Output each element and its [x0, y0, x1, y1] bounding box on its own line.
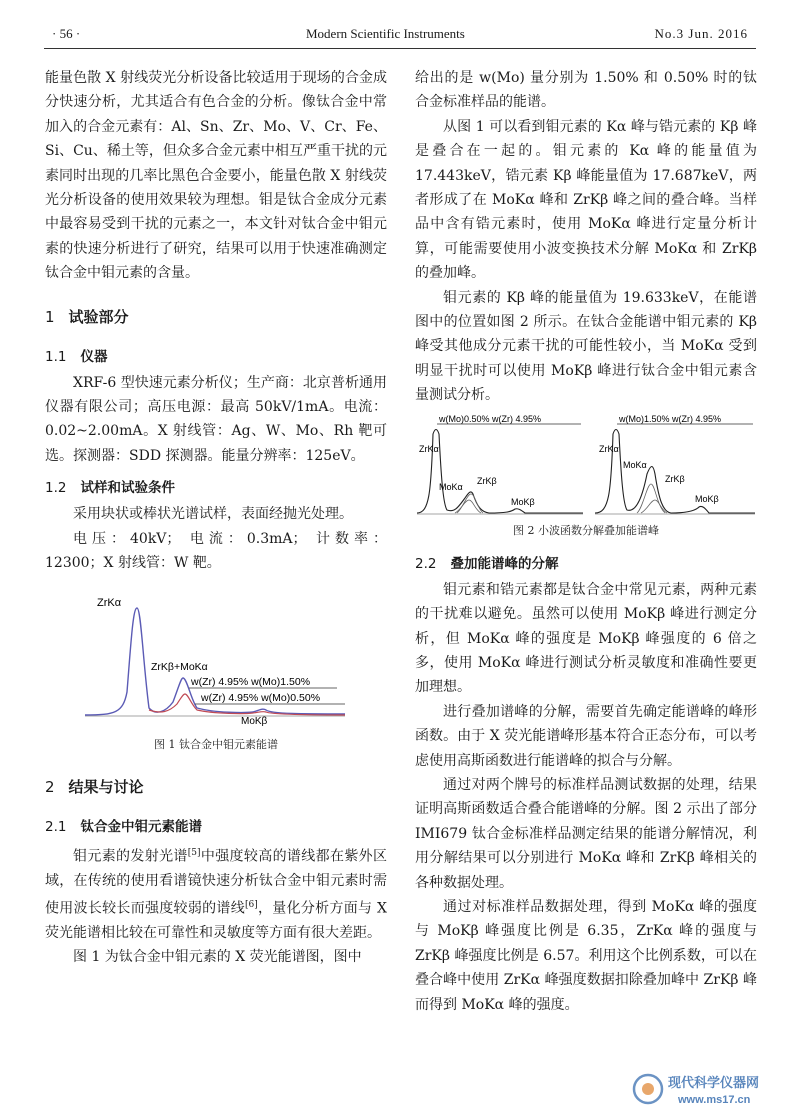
header-rule	[44, 48, 756, 49]
zrkb-label: ZrKβ	[477, 475, 497, 486]
figure-2-caption: 图 2 小波函数分解叠加能谱峰	[513, 523, 659, 537]
subsection-1-1-heading	[45, 345, 387, 365]
gaussian-paragraph: 进行叠加谱峰的分解，需要首先确定能谱峰的峰形函数。由于 X 荧光能谱峰形基本符合正态分布，可以考虑使用高斯函数进行能谱峰的拟合与分解。	[415, 703, 757, 769]
page-header	[48, 26, 752, 46]
zrka-label: ZrKα	[97, 596, 122, 609]
text-run: 中强度较高的谱线都在紫外区域，在传统的使用看谱镜快速分析钛合金中钼元素时需使用波长较长而强度较弱的谱线	[45, 848, 388, 917]
subsection-number: 1.1	[45, 348, 67, 365]
watermark-url: www.ms17.cn	[678, 1094, 751, 1106]
ratio-paragraph: 通过对标准样品数据处理，得到 MoKα 峰的强度与 MoKβ 峰强度比例是 6.35，ZrKα 峰的强度与 ZrKβ 峰强度比例是 6.57。利用这个比例系数，可以在叠合峰中使用 ZrKα 峰强度数据扣除叠加峰中 ZrKβ 峰而得到 MoKα 峰的强度。	[415, 898, 757, 1013]
right-mo-component	[637, 484, 665, 513]
watermark-logo	[630, 1067, 780, 1111]
figure-2	[415, 414, 757, 538]
reference-6: [6]	[244, 899, 258, 910]
continuation-paragraph: 给出的是 w(Mo) 量分别为 1.50% 和 0.50% 时的钛合金标准样品的能谱。	[415, 70, 757, 111]
section-title: 结果与讨论	[68, 777, 144, 796]
figure-1-caption: 图 1 钛合金中钼元素能谱	[154, 737, 278, 751]
section-title: 试验部分	[68, 307, 129, 326]
zrka-label: ZrKα	[419, 443, 439, 454]
subsection-title: 钛合金中钼元素能谱	[80, 818, 202, 835]
section-2-heading	[45, 776, 387, 797]
spectrum-paragraph	[45, 841, 387, 946]
page-number: · 56 ·	[52, 26, 81, 41]
section-number: 1	[45, 307, 55, 326]
text-run: ，量化分析方面与 X 荧光能谱相比较在可靠性和灵敏度等方面有很大差距。	[45, 900, 387, 942]
mokb-paragraph: 钼元素的 Kβ 峰的能量值为 19.633keV，在能谱图中的位置如图 2 所示。在钛合金能谱中钼元素的 Kβ 峰受其他成分元素干扰的可能性较小，当 MoKα 受到明显干扰时可以使用 MoKβ 峰进行钛合金中钼元素含量测试分析。	[415, 289, 757, 404]
legend-mo150: w(Zr) 4.95% w(Mo)1.50%	[191, 675, 311, 688]
subsection-title: 试样和试验条件	[80, 480, 175, 497]
standard-sample-paragraph: 通过对两个牌号的标准样品测试数据的处理，结果证明高斯函数适合叠合能谱峰的分解。图 2 示出了部分 IMI679 钛合金标准样品测定结果的能谱分解情况，利用分解结果可以分别进行 MoKα 峰和 ZrKβ 峰相关的各种数据处理。	[415, 776, 757, 891]
fig2-left-panel	[417, 414, 583, 514]
overlap-paragraph: 从图 1 可以看到钼元素的 Kα 峰与锆元素的 Kβ 峰是叠合在一起的。钼元素的 Kα 峰的能量值为 17.443keV，锆元素 Kβ 峰能量值为 17.687keV，两者形成了在 MoKα 峰和 ZrKβ 峰之间的叠合峰。当样品中含有锆元素时，使用 MoKα 峰进行定量分析计算，可能需要使用小波变换技术分解 MoKα 和 ZrKβ 的叠加峰。	[415, 118, 757, 282]
subsection-number: 2.1	[45, 818, 67, 835]
interference-paragraph: 钼元素和锆元素都是钛合金中常见元素，两种元素的干扰难以避免。虽然可以使用 MoKβ 峰进行测定分析，但 MoKα 峰的强度是 MoKβ 峰强度的 6 倍之多，使用 MoKα 峰进行测试分析灵敏度和准确性要更加理想。	[415, 581, 757, 696]
subsection-number: 1.2	[45, 480, 67, 497]
figure-1-spectrum	[45, 582, 387, 732]
left-spectrum	[417, 429, 583, 513]
subsection-title: 仪器	[80, 348, 108, 365]
conditions-paragraph: 电压：40kV； 电流：0.3mA； 计数率：12300；X 射线管：W 靶。	[45, 530, 387, 572]
fig2-right-panel	[595, 414, 755, 514]
figure-1	[45, 582, 387, 752]
moka-label: MoKα	[623, 459, 647, 470]
section-number: 2	[45, 777, 55, 796]
zrka-label: ZrKα	[599, 443, 619, 454]
reference-5: [5]	[187, 847, 201, 858]
site-watermark	[630, 1067, 780, 1111]
watermark-dot-icon	[642, 1083, 654, 1095]
overlap-peak-label: ZrKβ+MoKα	[151, 660, 208, 673]
right-legend: w(Mo)1.50% w(Zr) 4.95%	[619, 413, 722, 424]
subsection-2-1-heading	[45, 815, 387, 835]
mokb-label: MoKβ	[511, 496, 535, 507]
instrument-paragraph: XRF-6 型快速元素分析仪；生产商：北京普析通用仪器有限公司；高压电源：最高 50kV/1mA。电流：0.02~2.00mA。X 射线管：Ag、W、Mo、Rh 靶可选。探测器：SDD 探测器。能量分辨率：125eV。	[45, 374, 387, 464]
subsection-number: 2.2	[415, 555, 437, 572]
left-column	[45, 66, 387, 970]
mokb-label: MoKβ	[695, 493, 719, 504]
journal-name: Modern Scientific Instruments	[306, 26, 465, 41]
text-run: 钼元素的发射光谱	[73, 848, 188, 865]
sample-paragraph: 采用块状或棒状光谱试样，表面经抛光处理。	[73, 506, 353, 523]
intro-paragraph: 能量色散 X 射线荧光分析设备比较适用于现场的合金成分快速分析，尤其适合有色合金的分析。像钛合金中常加入的合金元素有：Al、Sn、Zr、Mo、V、Cr、Fe、Si、Cu、稀土等，但众多合金元素中相互严重干扰的元素同时出现的几率比黑色合金要小，能量色散 X 射线荧光分析设备的使用效果较为理想。钼是钛合金成分元素中最容易受到干扰的元素之一，本文针对钛合金中钼元素的快速分析进行了研究，结果可以用于快速准确测定钛合金中钼元素的含量。	[45, 70, 387, 282]
mokb-label: MoKβ	[241, 715, 268, 727]
legend-mo050: w(Zr) 4.95% w(Mo)0.50%	[201, 691, 321, 704]
subsection-title: 叠加能谱峰的分解	[450, 555, 559, 572]
right-spectrum	[595, 429, 755, 513]
figure-2-decomposition	[415, 414, 757, 518]
section-1-heading	[45, 306, 387, 327]
moka-label: MoKα	[439, 481, 463, 492]
subsection-1-2-heading	[45, 476, 387, 496]
subsection-2-2-heading	[415, 552, 757, 572]
right-column	[415, 66, 757, 1017]
zrkb-label: ZrKβ	[665, 473, 685, 484]
issue-info: No.3 Jun. 2016	[654, 26, 748, 41]
watermark-title: 现代科学仪器网	[668, 1075, 760, 1090]
left-legend: w(Mo)0.50% w(Zr) 4.95%	[439, 413, 542, 424]
figure-1-intro-paragraph: 图 1 为钛合金中钼元素的 X 荧光能谱图，图中	[73, 949, 362, 966]
